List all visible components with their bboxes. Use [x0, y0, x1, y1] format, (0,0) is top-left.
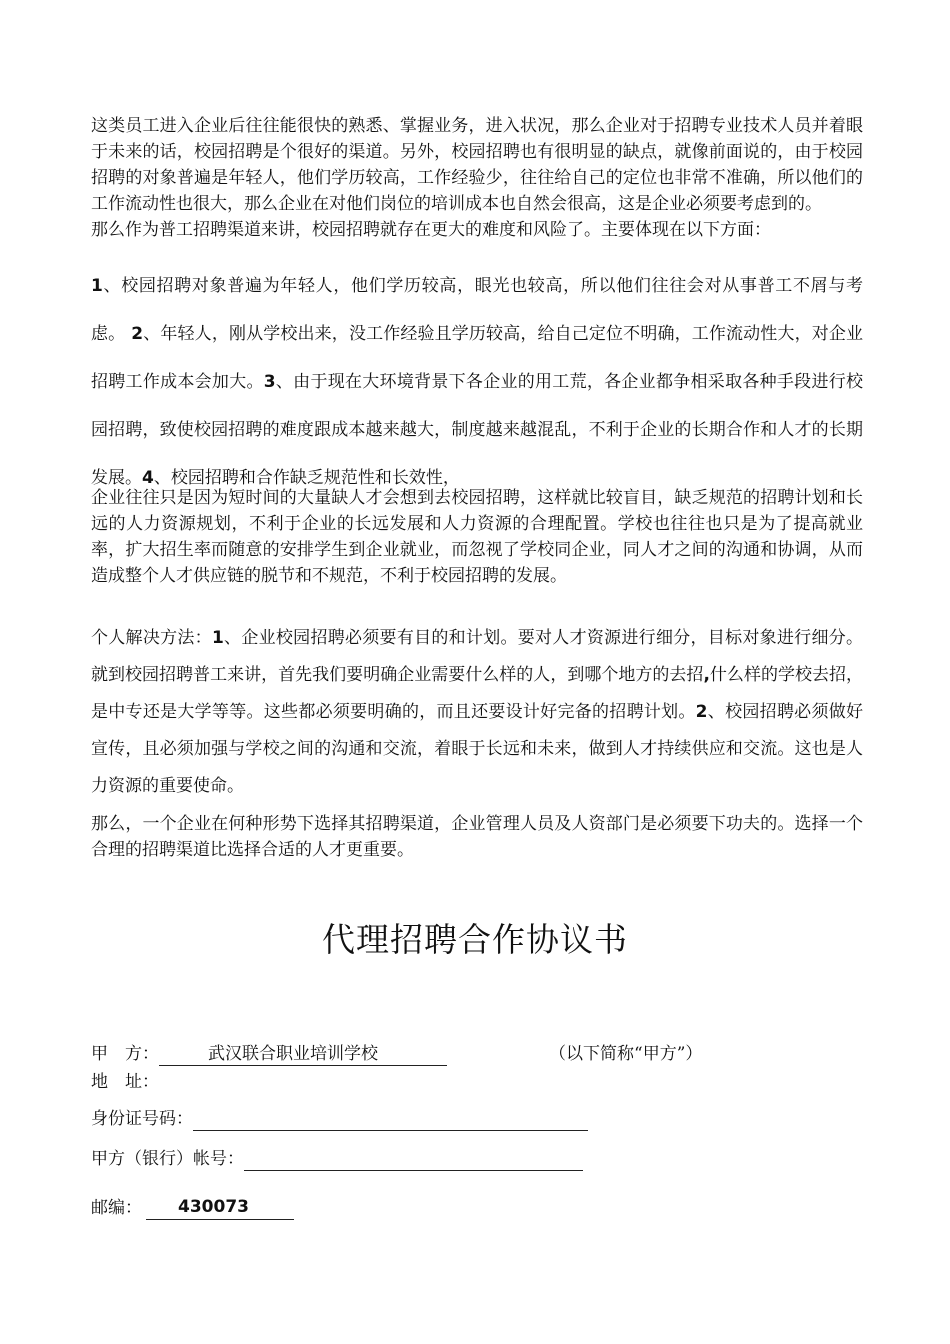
party-a-note: （以下简称“甲方”） [549, 1044, 703, 1064]
contract-title: 代理招聘合作协议书 [322, 920, 628, 959]
bank-account-label: 甲方（银行）帐号： [91, 1149, 244, 1169]
paragraph-campus-pros-cons [91, 113, 863, 243]
bank-account-field[interactable] [244, 1148, 583, 1171]
paragraph-short-term [91, 485, 863, 589]
bank-account-row [91, 1147, 583, 1171]
paragraph-risks-list [91, 262, 863, 502]
list-text: 、校园招聘和合作缺乏规范性和长效性， [153, 468, 460, 488]
paragraph-solutions [91, 620, 863, 805]
list-number: 1 [211, 628, 224, 648]
zip-value: 430073 [178, 1197, 249, 1217]
list-text: 、年轻人，刚从学校出来，没工作经验且学历较高，给自己定位不明确，工作流动性大，对企业招聘工作成本会加大。 [91, 324, 863, 392]
id-number-row [91, 1107, 588, 1131]
id-number-field[interactable] [193, 1108, 588, 1131]
list-number: 4 [142, 468, 154, 488]
list-text: 什么样的学校去招，是中专还是大学等等。这些都必须要明确的，而且还要设计好完备的招聘计划。 [91, 665, 864, 722]
address-row [91, 1070, 159, 1094]
party-a-value: 武汉联合职业培训学校 [208, 1044, 378, 1064]
solution-lead: 个人解决方法： [91, 628, 212, 648]
list-number: 3 [263, 372, 276, 392]
paragraph-text: 那么作为普工招聘渠道来讲，校园招聘就存在更大的难度和风险了。主要体现在以下方面： [91, 220, 771, 240]
zip-label: 邮编： [91, 1198, 142, 1218]
paragraph-text: 企业往往只是因为短时间的大量缺人才会想到去校园招聘，这样就比较盲目，缺乏规范的招聘计划和长远的人力资源规划，不利于企业的长远发展和人力资源的合理配置。学校也往往也只是为了提高就业率，扩大招生率而随意的安排学生到企业就业，而忽视了学校同企业，同人才之间的沟通和协调，从而造成整个人才供应链的脱节和不规范，不利于校园招聘的发展。 [91, 488, 863, 586]
list-number: 2 [695, 702, 708, 722]
list-text: 、企业校园招聘必须要有目的和计划。要对人才资源进行细分，目标对象进行细分。就到校园招聘普工来讲，首先我们要明确企业需要什么样的人，到哪个地方的去招 [91, 628, 864, 685]
address-label: 地 址： [91, 1072, 159, 1092]
list-number: 2 [131, 324, 144, 344]
paragraph-text: 这类员工进入企业后往往能很快的熟悉、掌握业务，进入状况，那么企业对于招聘专业技术人员并着眼于未来的话，校园招聘是个很好的渠道。另外，校园招聘也有很明显的缺点，就像前面说的，由于校园招聘的对象普遍是年轻人，他们学历较高，工作经验少，往往给自己的定位也非常不准确，所以他们的工作流动性也很大，那么企业在对他们岗位的培训成本也自然会很高，这是企业必须要考虑到的。 [91, 116, 863, 214]
list-number: 1 [91, 276, 103, 296]
paragraph-text: 那么，一个企业在何种形势下选择其招聘渠道，企业管理人员及人资部门是必须要下功夫的。选择一个合理的招聘渠道比选择合适的人才更重要。 [91, 814, 863, 860]
list-text: 、由于现在大环境背景下各企业的用工荒，各企业都争相采取各种手段进行校园招聘，致使校园招聘的难度跟成本越来越大，制度越来越混乱，不利于企业的长期合作和人才的长期发展。 [91, 372, 864, 488]
list-text: 、校园招聘对象普遍为年轻人，他们学历较高，眼光也较高，所以他们往往会对从事普工不屑与考虑。 [91, 276, 863, 344]
paragraph-conclusion [91, 811, 863, 863]
list-text: 、校园招聘必须做好宣传，且必须加强与学校之间的沟通和交流，着眼于长远和未来，做到人才持续供应和交流。这也是人力资源的重要使命。 [91, 702, 864, 796]
party-a-label: 甲 方： [91, 1044, 159, 1064]
id-number-label: 身份证号码： [91, 1109, 193, 1129]
list-separator: , [703, 665, 710, 685]
